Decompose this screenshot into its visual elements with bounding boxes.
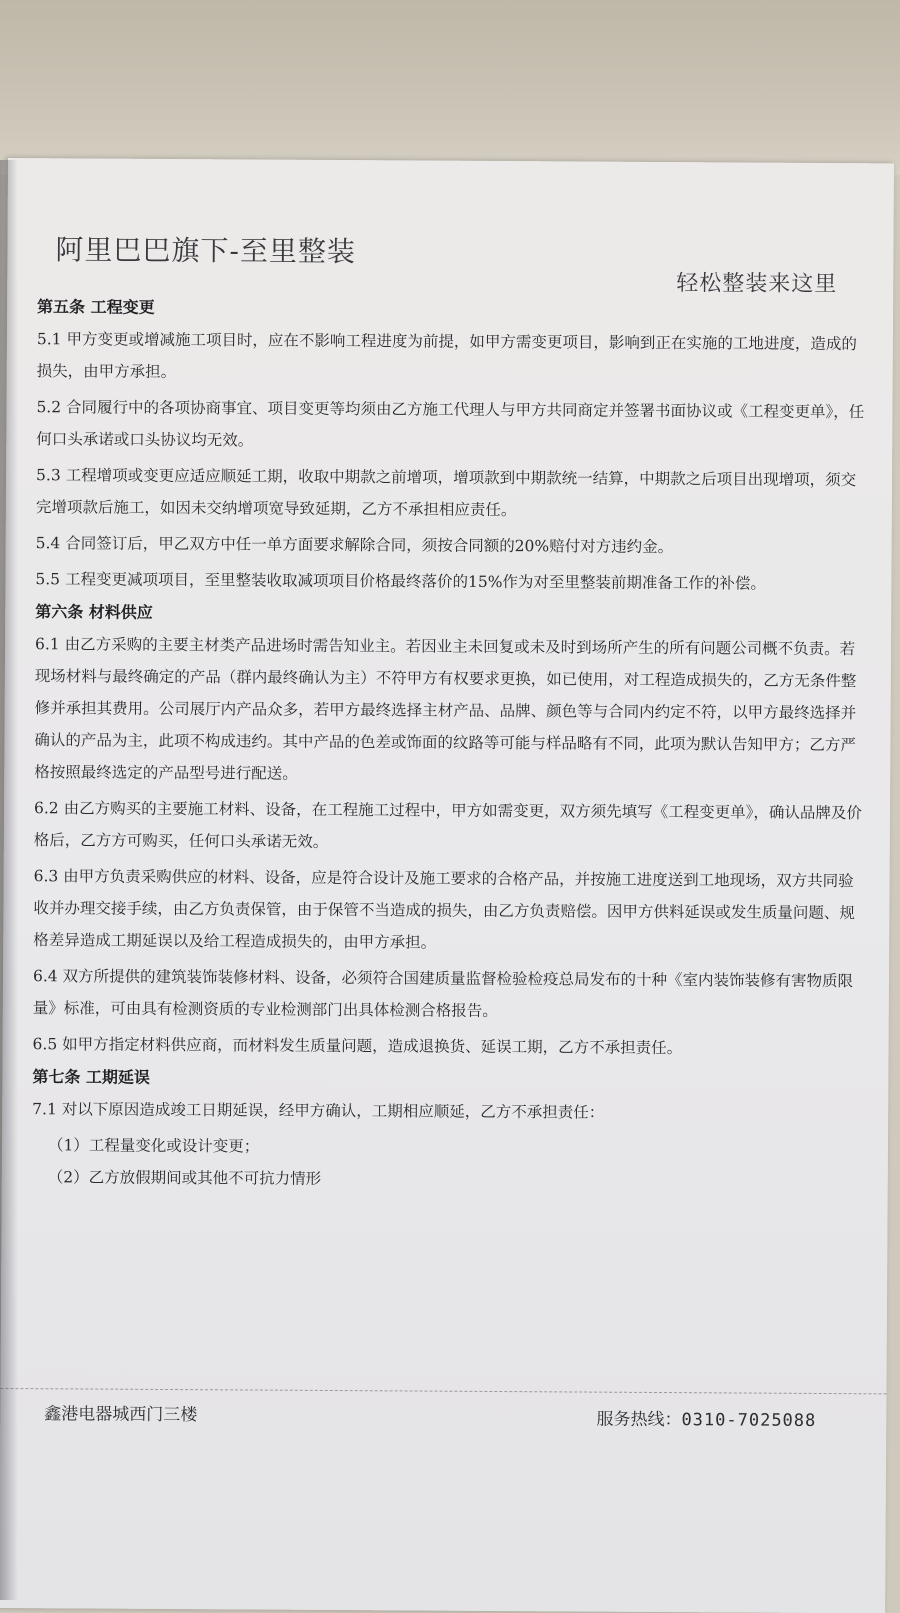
- clause-5-4: 5.4 合同签订后，甲乙双方中任一单方面要求解除合同，须按合同额的20%赔付对方违约金。: [35, 534, 674, 557]
- clause-6-5: 6.5 如甲方指定材料供应商，而材料发生质量问题，造成退换货、延误工期，乙方不承担责任。: [32, 1035, 683, 1058]
- clause-6-1: 6.1 由乙方采购的主要主材类产品进场时需告知业主。若因业主未回复或未及时到场所产生的所有问题公司概不负责。若现场材料与最终确定的产品（群内最终确认为主）不符甲方有权要求更换，如已使用，对工程造成损失的，乙方无条件整修并承担其费用。公司展厅内产品众多，若甲方最终选择主材产品、品牌、颜色等与合同内约定不符，以甲方最终选择并确认的产品为主，此项不构成违约。其中产品的色差或饰面的纹路等可能与样品略有不同，此项为默认告知甲方；乙方严格按照最终选定的产品型号进行配送。: [34, 635, 857, 783]
- hotline-label: 服务热线：: [596, 1409, 682, 1431]
- footer-address: 鑫港电器城西门三楼: [44, 1404, 198, 1426]
- clause-6-4: 6.4 双方所提供的建筑装饰装修材料、设备，必须符合国建质量监督检验检疫总局发布的十种《室内装饰装修有害物质限量》标准，可由具有检测资质的专业检测部门出具体检测合格报告。: [32, 967, 854, 1021]
- brand-header: 阿里巴巴旗下-至里整装: [55, 233, 357, 269]
- desk-surface: [0, 0, 900, 175]
- slogan: 轻松整装来这里: [676, 271, 838, 298]
- section-title-7: 第七条 工期延误: [32, 1067, 151, 1087]
- footer-hotline: [596, 1405, 816, 1431]
- clause-5-3: 5.3 工程增项或变更应适应顺延工期，收取中期款之前增项，增项款到中期款统一结算，中期款之后项目出现增项，须交完增项款后施工，如因未交纳增项宽导致延期，乙方不承担相应责任。: [35, 466, 857, 520]
- clause-7-1: 7.1 对以下原因造成竣工日期延误，经甲方确认，工期相应顺延，乙方不承担责任：: [32, 1100, 605, 1122]
- clause-5-1: 5.1 甲方变更或增减施工项目时，应在不影响工程进度为前提，如甲方需变更项目，影响到正在实施的工地进度，造成的损失，由甲方承担。: [36, 330, 858, 382]
- clause-7-1-item-1: （1）工程量变化或设计变更；: [47, 1136, 260, 1156]
- contract-body: [32, 290, 868, 1198]
- page-footer: [0, 1388, 886, 1442]
- section-title-5: 第五条 工程变更: [37, 297, 155, 317]
- clause-5-5: 5.5 工程变更减项项目，至里整装收取减项项目价格最终落价的15%作为对至里整装前期准备工作的补偿。: [35, 570, 767, 593]
- section-title-6: 第六条 材料供应: [35, 602, 153, 622]
- clause-6-3: 6.3 由甲方负责采购供应的材料、设备，应是符合设计及施工要求的合格产品，并按施工进度送到工地现场，双方共同验收并办理交接手续，由乙方负责保管，由于保管不当造成的损失，由乙方负责赔偿。因甲方供料延误或发生质量问题、规格差异造成工期延误以及给工程造成损失的，由甲方承担。: [33, 867, 855, 952]
- contract-page: [0, 158, 894, 1613]
- page-edge-shadow: [0, 160, 18, 1600]
- clause-5-2: 5.2 合同履行中的各项协商事宜、项目变更等均须由乙方施工代理人与甲方共同商定并签署书面协议或《工程变更单》，任何口头承诺或口头协议均无效。: [36, 398, 865, 450]
- hotline-number: 0310-7025088: [681, 1410, 817, 1431]
- clause-7-1-item-2: （2）乙方放假期间或其他不可抗力情形: [47, 1168, 322, 1188]
- clause-6-2: 6.2 由乙方购买的主要施工材料、设备，在工程施工过程中，甲方如需变更，双方须先填写《工程变更单》，确认品牌及价格后，乙方方可购买，任何口头承诺无效。: [33, 799, 862, 851]
